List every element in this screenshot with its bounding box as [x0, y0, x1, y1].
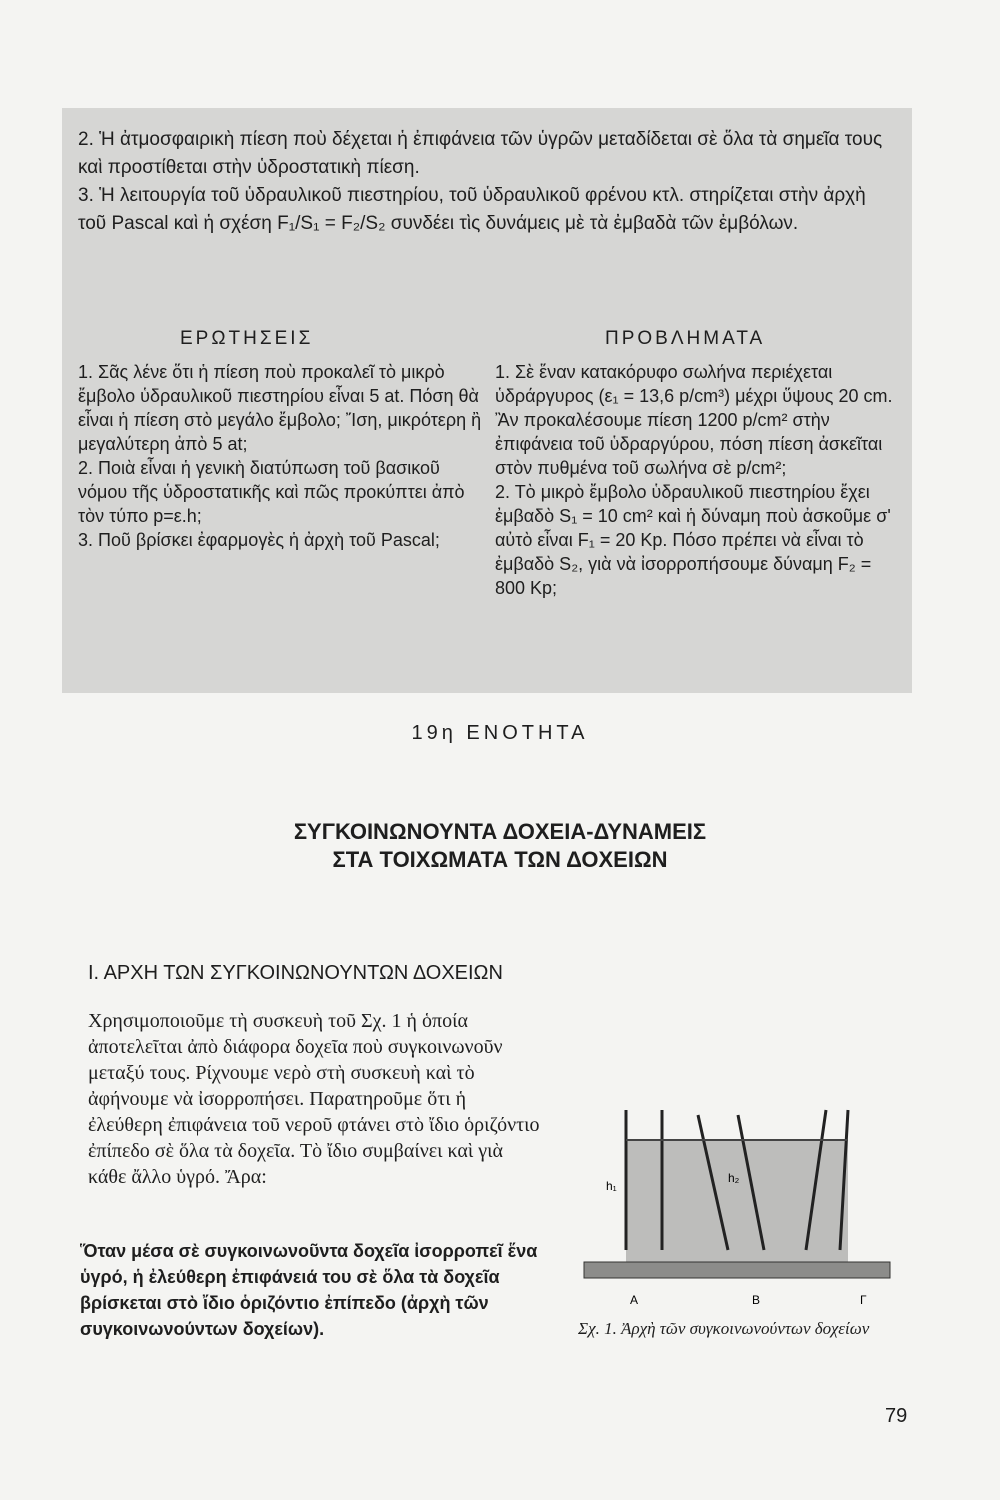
water-fill	[626, 1140, 848, 1262]
problem-2: 2. Τὸ μικρὸ ἔμβολο ὑδραυλικοῦ πιεστηρίου ἔχει ἐμβαδὸ S₁ = 10 cm² καὶ ἡ δύναμη ποὺ ἀσκοῦμε σ' αὐτὸ εἶναι F₁ = 20 Kp. Πόσο πρέπει νὰ εἶναι τὸ ἐμβαδὸ S₂, γιὰ νὰ ἰσορροπήσουμε δύναμη F₂ = 800 Kp;	[495, 482, 891, 598]
label-g: Γ	[860, 1293, 867, 1307]
chapter-title	[0, 818, 1000, 874]
page-number: 79	[885, 1405, 908, 1427]
questions-heading: ΕΡΩΤΗΣΕΙΣ	[180, 328, 314, 349]
chapter-title-line-1: ΣΥΓΚΟΙΝΩΝΟΥΝΤΑ ΔΟΧΕΙΑ-ΔΥΝΑΜΕΙΣ	[293, 819, 707, 844]
summary-item-2: 2. Ἡ ἀτμοσφαιρικὴ πίεση ποὺ δέχεται ἡ ἐπιφάνεια τῶν ὑγρῶν μεταδίδεται σὲ ὅλα τὰ σημεῖα τους καὶ προστίθεται στὴν ὑδροστατικὴ πίεση.	[78, 129, 883, 178]
summary-item-3: 3. Ἡ λειτουργία τοῦ ὑδραυλικοῦ πιεστηρίου, τοῦ ὑδραυλικοῦ φρένου κτλ. στηρίζεται στὴν ἀρχὴ τοῦ Pascal καὶ ἡ σχέση F₁/S₁ = F₂/S₂ συνδέει τὶς δυνάμεις μὲ τὰ ἐμβαδὰ τῶν ἐμβόλων.	[78, 185, 866, 234]
problems-heading: ΠΡΟΒΛΗΜΑΤΑ	[605, 328, 766, 349]
label-a: Α	[630, 1293, 639, 1307]
base-tube	[584, 1262, 890, 1278]
section-heading: Ι. ΑΡΧΗ ΤΩΝ ΣΥΓΚΟΙΝΩΝΟΥΝΤΩΝ ΔΟΧΕΙΩΝ	[88, 962, 503, 984]
communicating-vessels-figure	[578, 1090, 898, 1320]
label-h1: h₁	[606, 1179, 617, 1193]
label-h2: h₂	[728, 1171, 740, 1185]
problem-1: 1. Σὲ ἕναν κατακόρυφο σωλήνα περιέχεται ὑδράργυρος (ε₁ = 13,6 p/cm³) μέχρι ὕψους 20 cm. Ἂν προκαλέσουμε πίεση 1200 p/cm² στὴν ἐπιφάνεια τοῦ ὑδραργύρου, πόση πίεση ἀσκεῖται στὸν πυθμένα τοῦ σωλήνα σὲ p/cm²;	[495, 362, 893, 478]
question-2: 2. Ποιὰ εἶναι ἡ γενικὴ διατύπωση τοῦ βασικοῦ νόμου τῆς ὑδροστατικῆς καὶ πῶς προκύπτει ἀπὸ τὸν τύπο p=ε.h;	[78, 458, 465, 526]
question-3: 3. Ποῦ βρίσκει ἐφαρμογὲς ἡ ἀρχὴ τοῦ Pascal;	[78, 530, 440, 550]
questions-list	[78, 360, 483, 552]
figure-caption: Σχ. 1. Ἀρχὴ τῶν συγκοινωνούντων δοχείων	[578, 1319, 870, 1338]
law-statement: Ὅταν μέσα σὲ συγκοινωνοῦντα δοχεῖα ἰσορροπεῖ ἕνα ὑγρό, ἡ ἐλεύθερη ἐπιφάνειά του σὲ ὅλα τὰ δοχεῖα βρίσκεται στὸ ἴδιο ὁριζόντιο ἐπίπεδο (ἀρχὴ τῶν συγκοινωνούντων δοχείων).	[80, 1241, 538, 1339]
unit-label: 19η ΕΝΟΤΗΤΑ	[411, 722, 589, 744]
label-b: Β	[752, 1293, 761, 1307]
problems-list	[495, 360, 895, 600]
summary	[78, 126, 898, 238]
chapter-title-line-2: ΣΤΑ ΤΟΙΧΩΜΑΤΑ ΤΩΝ ΔΟΧΕΙΩΝ	[332, 847, 668, 872]
section-body: Χρησιμοποιοῦμε τὴ συσκευὴ τοῦ Σχ. 1 ἡ ὁποία ἀποτελεῖται ἀπὸ διάφορα δοχεῖα ποὺ συγκοινωνοῦν μεταξύ τους. Ρίχνουμε νερὸ στὴ συσκευὴ καὶ τὸ ἀφήνουμε νὰ ἰσορροπήσει. Παρατηροῦμε ὅτι ἡ ἐλεύθερη ἐπιφάνεια τοῦ νεροῦ φτάνει στὸ ἴδιο ὁριζόντιο ἐπίπεδο σὲ ὅλα τὰ δοχεῖα. Τὸ ἴδιο συμβαίνει καὶ γιὰ κάθε ἄλλο ὑγρό. Ἄρα:	[88, 1010, 540, 1188]
question-1: 1. Σᾶς λένε ὅτι ἡ πίεση ποὺ προκαλεῖ τὸ μικρὸ ἔμβολο ὑδραυλικοῦ πιεστηρίου εἶναι 5 at. Πόση θὰ εἶναι ἡ πίεση στὸ μεγάλο ἔμβολο; Ἴση, μικρότερη ἢ μεγαλύτερη ἀπὸ 5 at;	[78, 362, 482, 454]
